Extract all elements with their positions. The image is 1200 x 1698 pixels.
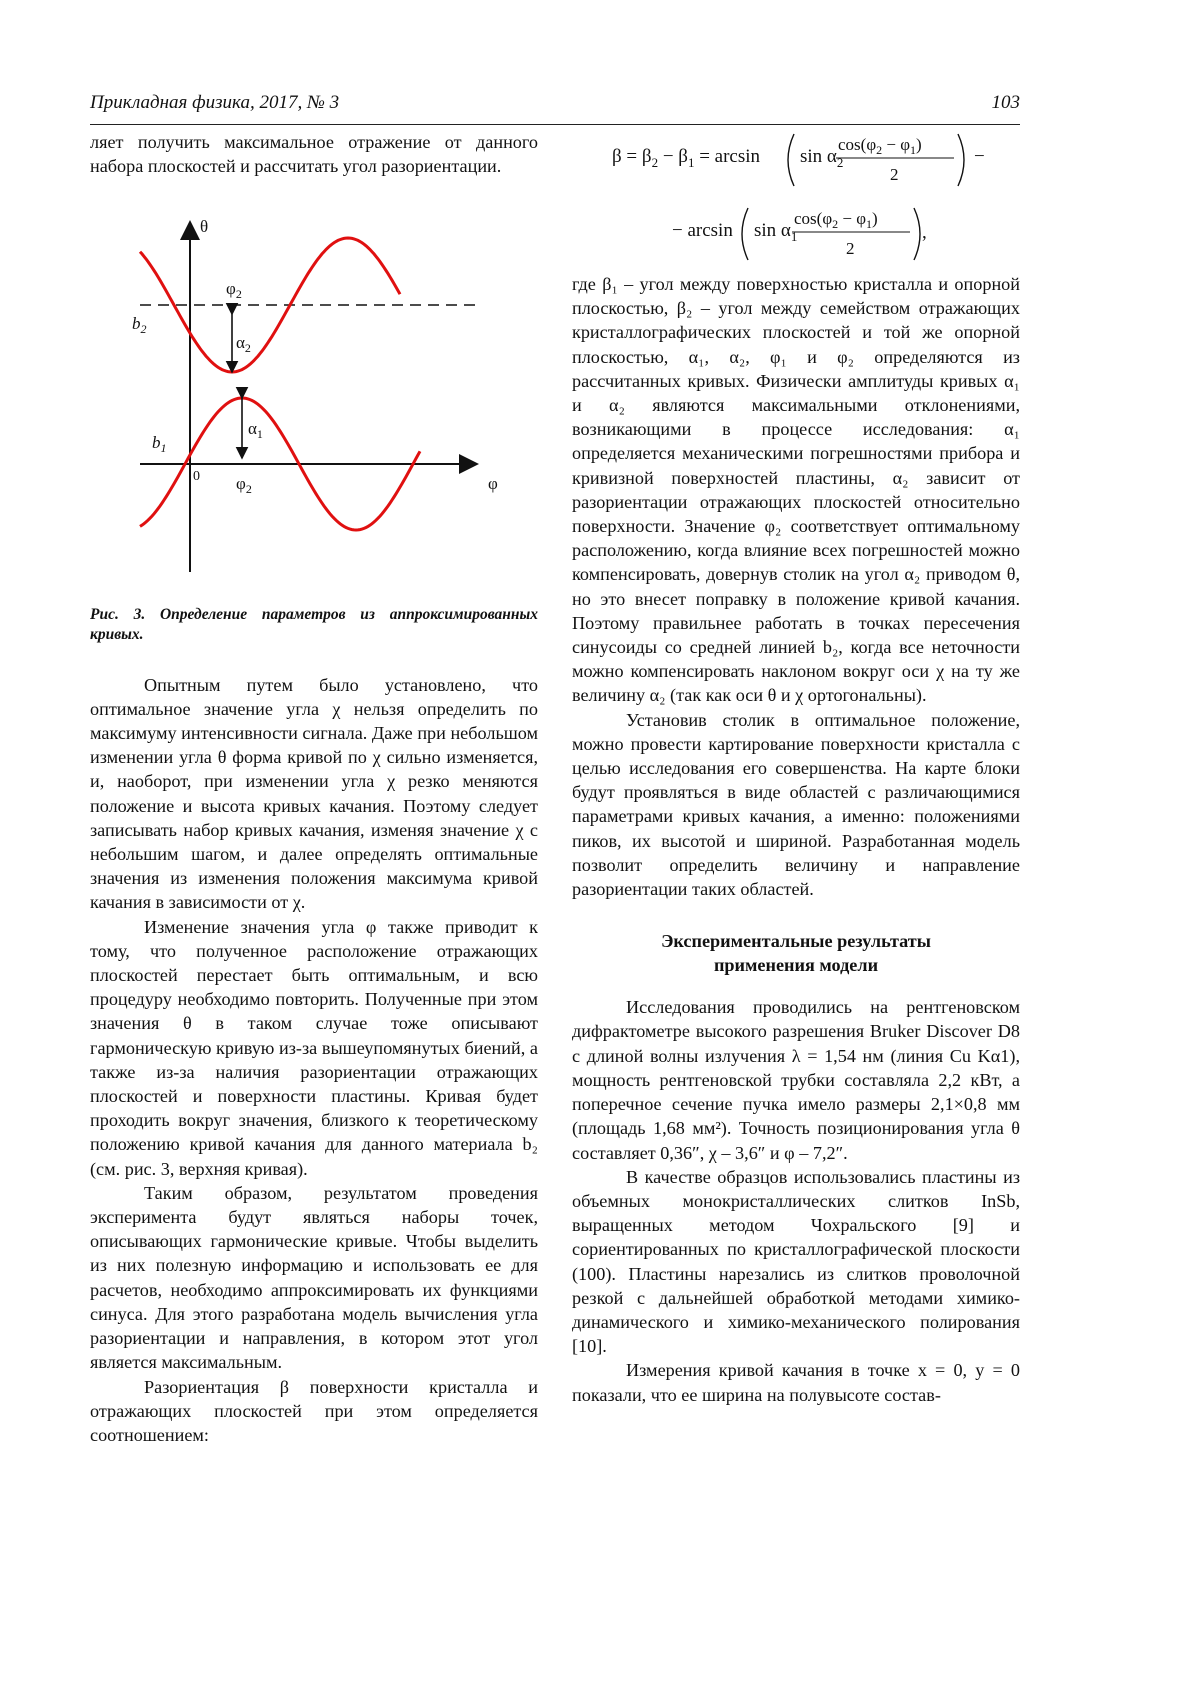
figure-3 [90, 202, 538, 582]
svg-text:cos(φ2 − φ1): $\cos(\varphi_2 - \varphi_1)$ [838, 135, 922, 157]
phi2-top-label: $\varphi_2$ [226, 279, 242, 302]
theta-label: θ [200, 217, 209, 237]
svg-text:sin α1: $\sin \alpha_1$ [754, 220, 798, 244]
left-column [90, 130, 538, 1447]
b1-label: $b_1$ [152, 433, 167, 456]
paragraph: Установив столик в оптимальное положение, можно провести картирование поверхности кристалла с целью исследования его совершенства. На карте блоки будут проявляться в виде областей с различающимися параметрами кривых качания, а именно: положениями пиков, их высотой и шириной. Разработанная модель позволит определить величину и направление разориентации таких областей. [572, 709, 1020, 900]
paragraph: Изменение значения угла φ также приводит к тому, что полученное расположение отражающих плоскостей перестает быть оптимальным, и всю процедуру необходимо повторить. Полученные при этом значения θ в таком случае тоже описывают гармоническую кривую из-за вышеупомянутых биений, а также из-за наличия разориентации отражающих плоскостей и поверхности пластины. Кривая будет проходить вокруг значения, близкого к теоретическому положению кривой качания для данного материала b₂ (см. рис. 3, верхняя кривая). [90, 916, 538, 1179]
journal-title: Прикладная физика, 2017, № 3 [90, 92, 340, 113]
svg-text:sin α2: $\sin \alpha_2$ [800, 146, 844, 170]
svg-text:−: − [974, 146, 985, 167]
formula-lhs: $\beta = \beta_2 - \beta_1 = \arcsin$ [612, 146, 761, 170]
phi2-bottom-label: $\varphi_2$ [236, 474, 252, 497]
paragraph: где β₁ – угол между поверхностью кристалла и опорной плоскостью, β₂ – угол между семейством отражающих кристаллографических плоскостей и той же опорной плоскостью, α₁, α₂, φ₁ и φ₂ определяются из рассчитанных кривых. Физически амплитуды кривых α₁ и α₂ являются максимальными отклонениями, возникающими в процессе исследования: α₁ определяется механическими погрешностями прибора и кривизной поверхностей пластины, α₂ зависит от разориентации отражающих плоскостей относительно поверхности. Значение φ₂ соответствует оптимальному расположению, когда влияние всех погрешностей можно компенсировать, довернув столик на угол α₂ приводом θ, но это внесет поправку в положение кривой качания. Поэтому правильнее работать в точках пересечения синусоиды со средней линией b₂, когда все неточности можно компенсировать наклоном вокруг оси χ на ту же величину α₂ (так как оси θ и χ ортогональны). [572, 274, 1020, 706]
paragraph: Опытным путем было установлено, что оптимальное значение угла χ нельзя определить по максимуму интенсивности сигнала. Даже при небольшом изменении угла θ форма кривой по χ сильно изменяется, и, наоборот, при изменении угла χ резко меняются положение и высота кривых качания. Поэтому следует записывать набор кривых качания, изменяя значение χ с небольшим шагом, и далее определять оптимальные значения из изменения положения максимума кривой качания в зависимости от χ. [90, 674, 538, 913]
paragraph: Разориентация β поверхности кристалла и отражающих плоскостей при этом определяется соотношением: [90, 1376, 538, 1445]
paragraph: Измерения кривой качания в точке x = 0, y = 0 показали, что ее ширина на полувысоте состав- [572, 1360, 1020, 1405]
formula-beta [572, 120, 1020, 270]
origin-label: 0 [193, 469, 200, 485]
svg-text:2: 2 [846, 239, 855, 258]
alpha1-label: $\alpha_1$ [248, 419, 263, 442]
paragraph: ляет получить максимальное отражение от данного набора плоскостей и рассчитать угол разориентации. [90, 132, 538, 177]
svg-text:− arcsin: − arcsin [672, 220, 733, 241]
svg-text:2: 2 [890, 165, 899, 184]
paragraph: Таким образом, результатом проведения эксперимента будут являться наборы точек, описывающих гармонические кривые. Чтобы выделить из них полезную информацию и использовать ее для расчетов, необходимо аппроксимировать их функциями синуса. Для этого разработана модель вычисления угла разориентации и направления, в котором этот угол является максимальным. [90, 1182, 538, 1373]
paragraph: В качестве образцов использовались пластины из объемных монокристаллических слитков InSb, выращенных методом Чохральского [9] и сориентированных по кристаллографической плоскости (100). Пластины нарезались из слитков проволочной резкой с дальнейшей обработкой методами химико-динамического и химико-механического полирования [10]. [572, 1166, 1020, 1357]
svg-text:,: , [922, 222, 927, 243]
svg-text:cos(φ2 − φ1): $\cos(\varphi_2 - \varphi_1)$ [794, 209, 878, 231]
page-number: 103 [991, 92, 1020, 113]
figure-caption: Рис. 3. Определение параметров из аппроксимированных кривых. [90, 605, 538, 643]
section-heading: Экспериментальные результаты применения модели [661, 931, 931, 976]
paragraph: Исследования проводились на рентгеновском дифрактометре высокого разрешения Bruker Discover D8 с длиной волны излучения λ = 1,54 нм (линия Cu Kα1), мощность рентгеновской трубки составляла 2,2 кВт, а поперечное сечение пучка имело размеры 2,1×0,8 мм (площадь 1,68 мм²). Точность позиционирования угла θ составляет 0,36″, χ – 3,6″ и φ – 7,2″. [572, 997, 1020, 1163]
b2-label: $b_2$ [132, 314, 147, 337]
right-column [572, 272, 1020, 1407]
alpha2-label: $\alpha_2$ [236, 333, 251, 356]
phi-label: φ [488, 474, 498, 494]
